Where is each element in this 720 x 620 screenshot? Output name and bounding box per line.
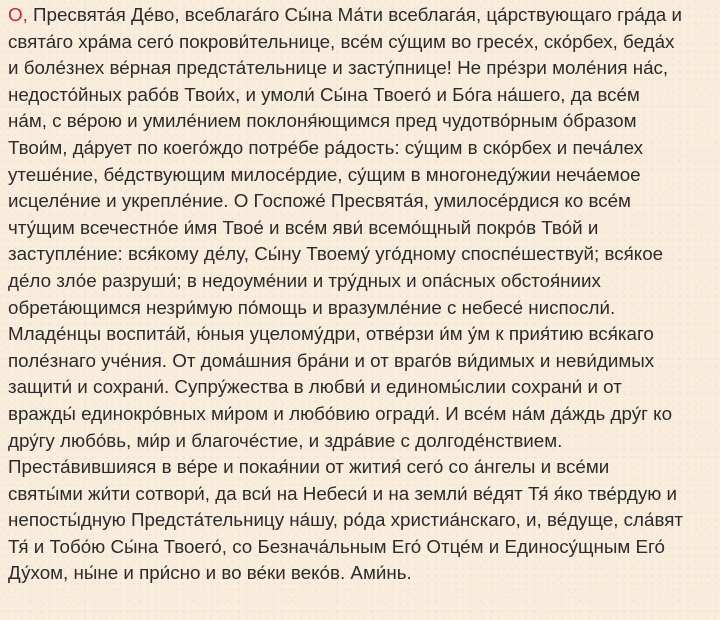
prayer-line: Ду́хом, ны́не и при́сно и во ве́ки веко́в. Ами́нь.	[8, 562, 412, 584]
prayer-line: непосты́дную Предста́тельницу на́шу, ро́да христиа́нскаго, и, ве́дуще, сла́вят	[8, 509, 683, 531]
prayer-line: чту́щим всечестно́е и́мя Твое́ и все́м яви́ всемо́щный покро́в Тво́й и	[8, 216, 599, 238]
prayer-line: исцеле́ние и укрепле́ние. О Госпоже́ Пресвята́я, умилосе́рдися ко все́м	[8, 190, 631, 212]
prayer-line: Преста́вившияся в ве́ре и покая́нии от жития́ сего́ со а́нгелы и все́ми	[8, 456, 610, 478]
prayer-initial-letter: О,	[8, 4, 28, 25]
prayer-line: недосто́йных рабо́в Твои́х, и умоли́ Сы́на Твоего́ и Бо́га на́шего, да все́м	[8, 83, 640, 105]
prayer-line: защити́ и сохрани́. Супру́жества в любви́ и единомы́слии сохрани́ и от	[8, 376, 622, 398]
prayer-line: заступле́ние: вся́кому де́лу, Сы́ну Твоему́ уго́дному споспе́шествуй; вся́кое	[8, 243, 664, 265]
prayer-line: Тя́ и Тобо́ю Сы́на Твоего́, со Безнача́льным Его́ Отце́м и Единосу́щным Его́	[8, 535, 665, 557]
prayer-line-text: Пресвята́я Де́во, всеблага́го Сы́на Ма́ти всеблага́я, ца́рствующаго гра́да и	[27, 4, 682, 25]
prayer-line: обрета́ющимся незри́мую по́мощь и вразумле́ние с небесе́ ниспосли́.	[8, 296, 616, 318]
prayer-line: и боле́знех ве́рная предста́тельнице и засту́пнице! Не пре́зри моле́ния на́с,	[8, 57, 669, 79]
prayer-text	[8, 2, 718, 587]
prayer-line: де́ло зло́е разруши́; в недоуме́нии и тру́дных и опа́сных обстоя́ниих	[8, 269, 601, 291]
prayer-line: свята́го хра́ма сего́ покрови́тельнице, все́м су́щим во гресе́х, ско́рбех, беда́х	[8, 30, 675, 52]
prayer-line: Младе́нцы воспита́й, ю́ныя уцелому́дри, отве́рзи и́м у́м к прия́тию вся́каго	[8, 323, 654, 345]
prayer-line: утеше́ние, бе́дствующим милосе́рдие, су́щим в многонеду́жии неча́емое	[8, 163, 641, 185]
prayer-line: на́м, с ве́рою и умиле́нием поклоня́ющимся пред чудотво́рным о́бразом	[8, 110, 637, 132]
prayer-line: дру́гу любо́вь, ми́р и благоче́стие, и здра́вие с долгоде́нствием.	[8, 429, 563, 451]
prayer-line: поле́знаго уче́ния. От дома́шния бра́ни и от враго́в ви́димых и неви́димых	[8, 349, 655, 371]
prayer-line: Твои́м, да́рует по коего́ждо потре́бе ра́дость: су́щим в ско́рбех и печа́лех	[8, 136, 644, 158]
prayer-line: святы́ми жи́ти сотвори́, да вси́ на Небеси́ и на земли́ ве́дят Тя́ я́ко тве́рдую и	[8, 482, 678, 504]
prayer-line	[8, 2, 718, 29]
prayer-line: вражды́ единокро́вных ми́ром и любо́вию огради́. И все́м на́м да́ждь дру́г ко	[8, 402, 673, 424]
